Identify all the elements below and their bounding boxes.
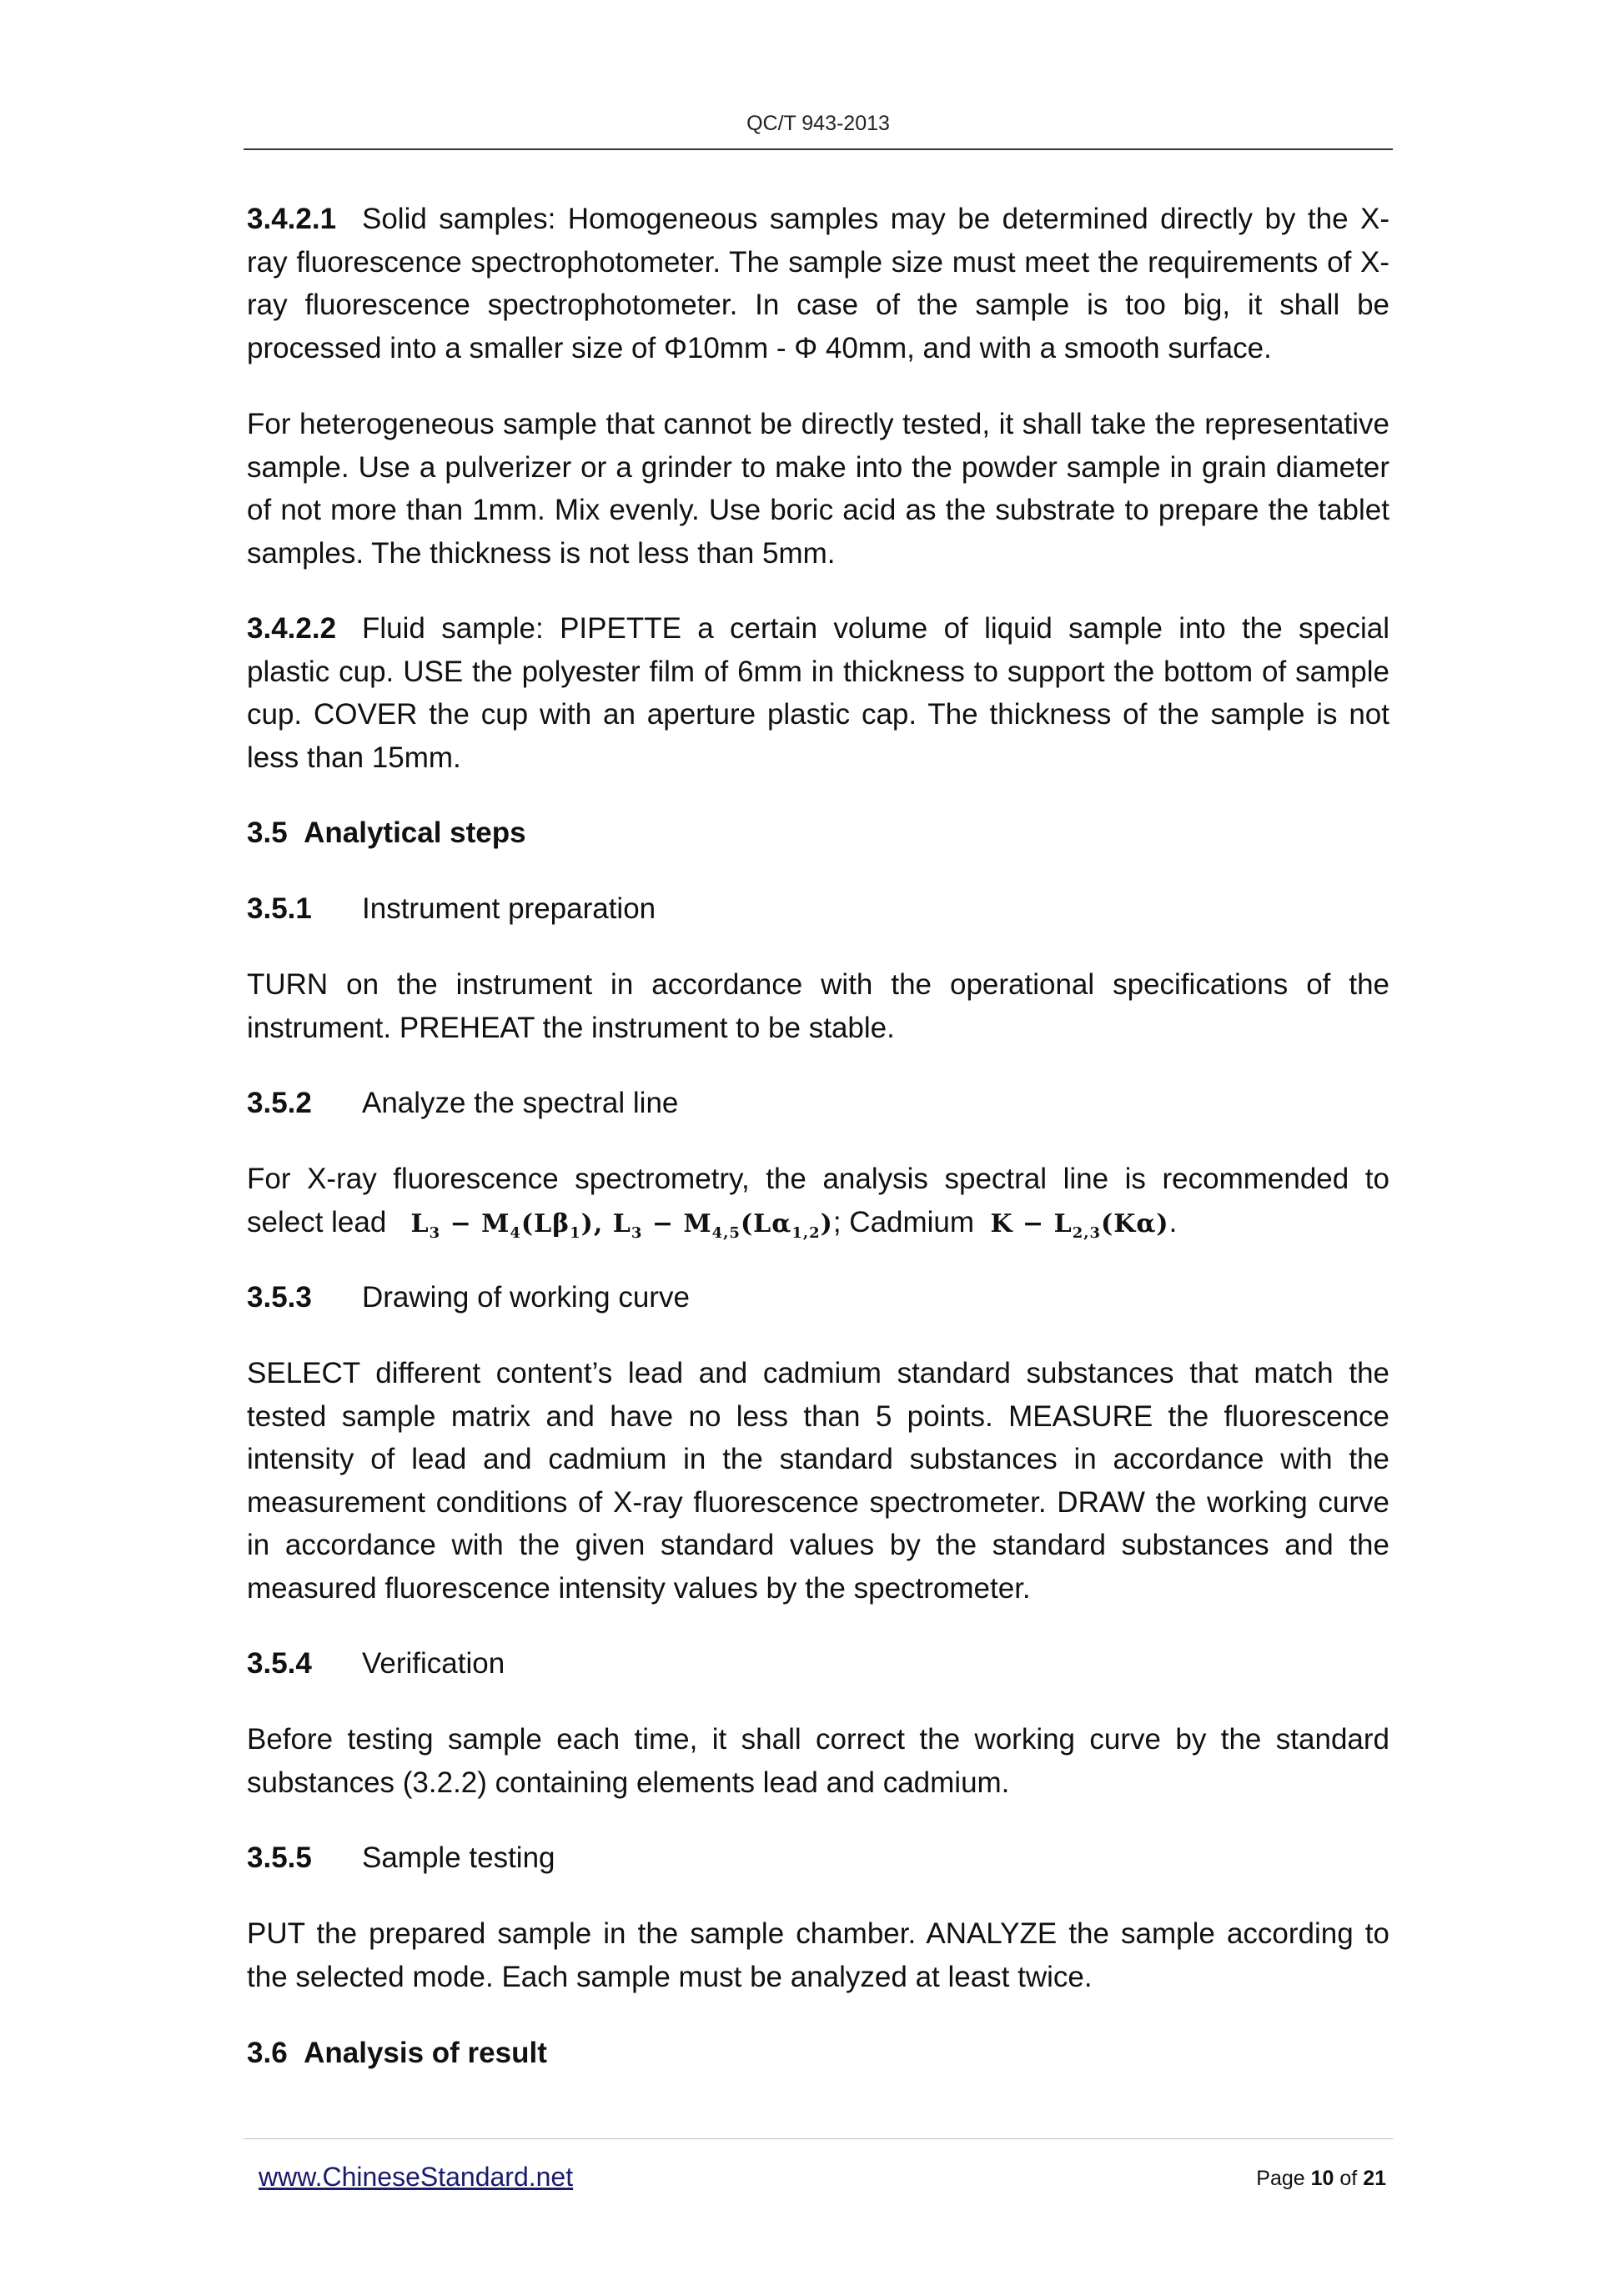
clause-heading-3-5-4 (247, 1642, 1389, 1686)
page-header: QC/T 943-2013 (746, 112, 890, 135)
clause-number: 3.5.1 (247, 892, 312, 925)
page-number (1256, 2167, 1386, 2191)
clause-heading-3-5-2 (247, 1082, 1389, 1125)
current-page: 10 (1310, 2167, 1334, 2190)
header-rule (244, 148, 1393, 150)
paragraph-heterogeneous (247, 403, 1389, 575)
section-heading-3-6 (247, 2032, 1389, 2075)
clause-3-5-1-text (247, 963, 1389, 1049)
cadmium-spectral-line-formula: $K - L_{2,3}(K\alpha)$ (990, 1208, 1169, 1242)
clause-title: Analyze the spectral line (362, 1087, 679, 1119)
section-title: Analysis of result (304, 2037, 547, 2069)
total-pages: 21 (1363, 2167, 1386, 2190)
section-title: Analytical steps (304, 816, 526, 849)
section-heading-3-5 (247, 811, 1389, 855)
paragraph-text: For heterogeneous sample that cannot be directly tested, it shall take the representative sample. Use a pulverizer or a grinder to make into the powder sample in grain diameter of not more than 1mm. Mix evenly. Use boric acid as the substrate to prepare the tablet samples. The thickness is not less than 5mm. (247, 408, 1389, 570)
paragraph-text: TURN on the instrument in accordance with the operational specifications of the instrument. PREHEAT the instrument to be stable. (247, 968, 1389, 1044)
clause-3-5-3-text (247, 1352, 1389, 1610)
paragraph-text-end: . (1168, 1205, 1178, 1238)
clause-heading-3-5-5 (247, 1836, 1389, 1880)
paragraph-text: PUT the prepared sample in the sample chamber. ANALYZE the sample according to the selected mode. Each sample must be analyzed at least twice. (247, 1917, 1389, 1993)
lead-spectral-line-formula: $L_3 - M_4(L\beta_1)$, $L_3 - M_{4,5}(L\alpha_{1,2})$ (410, 1208, 833, 1242)
clause-number: 3.5.5 (247, 1841, 312, 1874)
clause-3-4-2-1 (247, 198, 1389, 369)
clause-title: Sample testing (362, 1841, 555, 1874)
clause-number: 3.4.2.2 (247, 612, 337, 645)
of-word: of (1339, 2167, 1358, 2190)
clause-title: Instrument preparation (362, 892, 656, 925)
section-number: 3.6 (247, 2037, 288, 2069)
paragraph-text-cadmium: ; Cadmium (832, 1205, 975, 1238)
clause-title: Verification (362, 1647, 505, 1680)
website-link[interactable]: www.ChineseStandard.net (259, 2162, 574, 2192)
clause-text: Solid samples: Homogeneous samples may be determined directly by the X-ray fluorescence spectrophotometer. The sample size must meet the requirements of X-ray fluorescence spectrophotometer. In case of the sample is too big, it shall be processed into a smaller size of Φ10mm - Φ 40mm, and with a smooth surface. (247, 203, 1389, 364)
paragraph-text: Before testing sample each time, it shall correct the working curve by the standard substances (3.2.2) containing elements lead and cadmium. (247, 1723, 1389, 1799)
clause-3-4-2-2 (247, 607, 1389, 779)
clause-number: 3.4.2.1 (247, 203, 337, 235)
section-number: 3.5 (247, 816, 288, 849)
clause-number: 3.5.4 (247, 1647, 312, 1680)
clause-title: Drawing of working curve (362, 1281, 690, 1314)
clause-number: 3.5.2 (247, 1087, 312, 1119)
clause-3-5-4-text (247, 1718, 1389, 1804)
paragraph-text: SELECT different content’s lead and cadmium standard substances that match the tested sample matrix and have no less than 5 points. MEASURE the fluorescence intensity of lead and cadmium in the standard substances in accordance with the measurement conditions of X-ray fluorescence spectrometer. DRAW the working curve in accordance with the given standard values by the standard substances and the measured fluorescence intensity values by the spectrometer. (247, 1357, 1389, 1605)
clause-3-5-2-text (247, 1158, 1389, 1254)
paragraph-text: For X-ray fluorescence spectrometry, the analysis spectral line is recommended to select lead (247, 1163, 1389, 1238)
clause-heading-3-5-1 (247, 887, 1389, 931)
clause-3-5-5-text (247, 1912, 1389, 1998)
clause-text: Fluid sample: PIPETTE a certain volume of liquid sample into the special plastic cup. USE the polyester film of 6mm in thickness to support the bottom of sample cup. COVER the cup with an aperture plastic cap. The thickness of the sample is not less than 15mm. (247, 612, 1389, 774)
clause-heading-3-5-3 (247, 1276, 1389, 1319)
page-word: Page (1256, 2167, 1305, 2190)
footer-rule (244, 2138, 1393, 2139)
clause-number: 3.5.3 (247, 1281, 312, 1314)
